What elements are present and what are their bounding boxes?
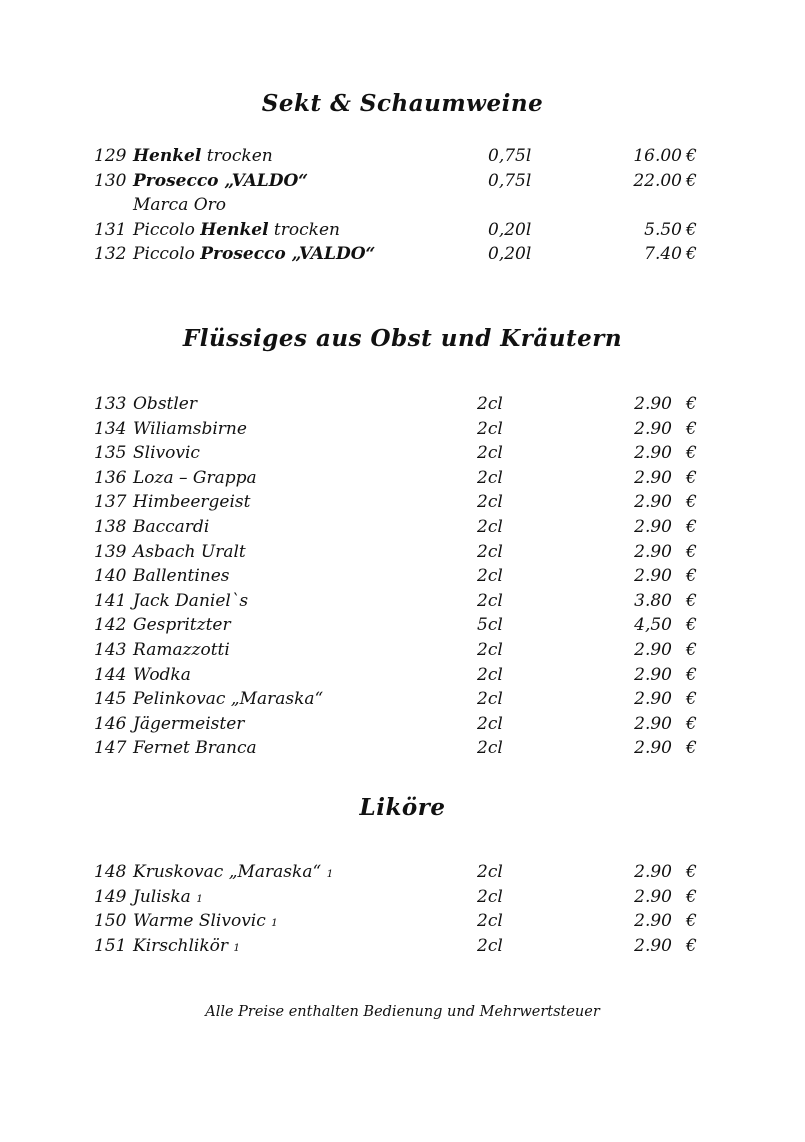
- item-name: [133, 615, 231, 635]
- item-name: [133, 244, 375, 264]
- item-name-bold-segment: Henkel: [133, 146, 202, 166]
- currency-symbol: €: [686, 541, 697, 562]
- item-name-segment: Wodka: [133, 664, 191, 685]
- item-name-segment: Warme Slivovic: [133, 911, 272, 932]
- item-name-segment: Pelinkovac „Maraska“: [133, 689, 324, 710]
- item-price: 2.90: [634, 862, 672, 882]
- item-price: 5.50: [644, 219, 682, 240]
- menu-item-row: [0, 244, 805, 269]
- item-name-segment: Slivovic: [133, 443, 200, 464]
- item-volume: 2cl: [477, 516, 503, 537]
- menu-item-row: [0, 862, 805, 887]
- section-title-likoere: Liköre: [359, 794, 446, 821]
- item-price: 2.90: [634, 418, 672, 439]
- item-number: 148: [94, 862, 127, 882]
- item-volume: 2cl: [477, 418, 503, 439]
- item-price: 16.00: [633, 146, 682, 166]
- item-name-bold-segment: Prosecco „VALDO“: [200, 244, 376, 265]
- menu-item-row: [0, 615, 805, 640]
- item-number: 134: [94, 418, 127, 439]
- item-name: [133, 887, 203, 907]
- item-price: 4,50: [634, 615, 672, 636]
- item-name: [133, 862, 333, 882]
- item-number: 151: [94, 935, 127, 956]
- item-name-segment: Fernet Branca: [133, 738, 257, 759]
- item-name-bold-segment: Henkel: [200, 219, 269, 240]
- item-volume: 2cl: [477, 566, 503, 587]
- menu-item-row: [0, 591, 805, 616]
- item-number: 129: [94, 146, 127, 166]
- currency-symbol: €: [686, 615, 697, 636]
- currency-symbol: €: [686, 394, 697, 414]
- item-number: 138: [94, 516, 127, 537]
- section-title-sekt-schaumweine: Sekt & Schaumweine: [261, 90, 544, 117]
- item-name-segment: Kirschlikör: [133, 935, 234, 956]
- currency-symbol: €: [686, 886, 697, 907]
- item-name: [133, 171, 308, 191]
- menu-item-row: [0, 146, 805, 171]
- item-footnote-marker: 1: [326, 868, 334, 880]
- item-name-segment: trocken: [268, 219, 340, 240]
- item-number: 135: [94, 443, 127, 464]
- currency-symbol: €: [686, 244, 697, 265]
- item-volume: 2cl: [477, 443, 503, 464]
- item-price: 2.90: [634, 886, 672, 907]
- item-volume: 2cl: [477, 713, 503, 734]
- item-name: [133, 566, 230, 586]
- item-name: [133, 936, 240, 956]
- item-name-segment: Piccolo: [133, 244, 201, 265]
- item-number: 133: [94, 394, 127, 414]
- item-price: 2.90: [634, 738, 672, 759]
- currency-symbol: €: [686, 146, 697, 166]
- item-number: 142: [94, 615, 127, 636]
- menu-item-row: [0, 714, 805, 739]
- menu-item-row: [0, 738, 805, 763]
- item-price: 2.90: [634, 516, 672, 537]
- item-price: 2.90: [634, 467, 672, 488]
- item-number: 141: [94, 590, 127, 611]
- menu-item-row: [0, 171, 805, 196]
- menu-item-row: [0, 517, 805, 542]
- item-volume: 0,20l: [488, 244, 532, 265]
- currency-symbol: €: [686, 689, 697, 710]
- currency-symbol: €: [686, 170, 697, 191]
- menu-item-row: [0, 394, 805, 419]
- menu-item-row: [0, 195, 805, 220]
- item-volume: 5cl: [477, 615, 503, 636]
- item-number: 130: [94, 170, 127, 191]
- item-name-segment: Ballentines: [133, 566, 230, 587]
- item-volume: 2cl: [477, 639, 503, 660]
- item-price: 2.90: [634, 639, 672, 660]
- item-price: 22.00: [633, 170, 682, 191]
- item-price: 3.80: [634, 590, 672, 611]
- item-name-segment: Juliska: [133, 886, 197, 907]
- item-price: 2.90: [634, 541, 672, 562]
- item-price: 2.90: [634, 664, 672, 685]
- item-name: [133, 665, 191, 685]
- currency-symbol: €: [686, 935, 697, 956]
- menu-item-row: [0, 443, 805, 468]
- menu-item-row: [0, 220, 805, 245]
- item-volume: 0,75l: [488, 146, 532, 166]
- item-name: [133, 468, 257, 488]
- item-number: 147: [94, 738, 127, 759]
- item-price: 7.40: [644, 244, 682, 265]
- item-name: [133, 542, 246, 562]
- item-number: 137: [94, 492, 127, 513]
- footer-note: Alle Preise enthalten Bedienung und Mehrwertsteuer: [205, 1004, 600, 1020]
- item-volume: 0,20l: [488, 219, 532, 240]
- menu-item-row: [0, 419, 805, 444]
- menu-item-row: [0, 640, 805, 665]
- item-name-segment: Kruskovac „Maraska“: [133, 862, 327, 882]
- item-number: 145: [94, 689, 127, 710]
- item-number: 149: [94, 886, 127, 907]
- menu-item-row: [0, 911, 805, 936]
- item-name-bold-segment: Prosecco „VALDO“: [133, 170, 309, 191]
- item-number: 139: [94, 541, 127, 562]
- menu-item-row: [0, 887, 805, 912]
- item-name: [133, 443, 200, 463]
- item-name: [133, 419, 247, 439]
- item-name: [133, 689, 323, 709]
- item-name: [133, 146, 273, 166]
- item-volume: 2cl: [477, 664, 503, 685]
- menu-item-row: [0, 542, 805, 567]
- item-volume: 2cl: [477, 492, 503, 513]
- item-volume: 2cl: [477, 886, 503, 907]
- item-volume: 2cl: [477, 689, 503, 710]
- currency-symbol: €: [686, 590, 697, 611]
- item-name-segment: Loza – Grappa: [133, 467, 257, 488]
- currency-symbol: €: [686, 467, 697, 488]
- menu-item-row: [0, 566, 805, 591]
- item-name-segment: Himbeergeist: [133, 492, 251, 513]
- item-name-segment: Piccolo: [133, 219, 201, 240]
- item-name-segment: Marca Oro: [133, 195, 227, 216]
- item-volume: 2cl: [477, 911, 503, 932]
- item-name: [133, 394, 197, 414]
- menu-item-row: [0, 665, 805, 690]
- menu-item-row: [0, 492, 805, 517]
- item-name: [133, 911, 278, 931]
- currency-symbol: €: [686, 738, 697, 759]
- section-items-fluessiges: [0, 394, 805, 763]
- menu-item-row: [0, 689, 805, 714]
- currency-symbol: €: [686, 443, 697, 464]
- currency-symbol: €: [686, 664, 697, 685]
- item-number: 131: [94, 219, 127, 240]
- currency-symbol: €: [686, 566, 697, 587]
- item-volume: 2cl: [477, 590, 503, 611]
- item-number: 143: [94, 639, 127, 660]
- item-number: 132: [94, 244, 127, 265]
- item-number: 136: [94, 467, 127, 488]
- item-price: 2.90: [634, 713, 672, 734]
- item-name-segment: Baccardi: [133, 516, 210, 537]
- item-volume: 2cl: [477, 541, 503, 562]
- menu-item-row: [0, 936, 805, 961]
- item-number: 150: [94, 911, 127, 932]
- item-price: 2.90: [634, 911, 672, 932]
- item-footnote-marker: 1: [196, 892, 203, 905]
- item-volume: 2cl: [477, 862, 503, 882]
- item-footnote-marker: 1: [271, 917, 278, 930]
- item-name-segment: Obstler: [133, 394, 197, 414]
- item-price: 2.90: [634, 394, 672, 414]
- item-name: [133, 714, 244, 734]
- section-title-fluessiges: Flüssiges aus Obst und Kräutern: [182, 325, 623, 352]
- item-price: 2.90: [634, 935, 672, 956]
- item-name: [133, 517, 209, 537]
- item-volume: 2cl: [477, 738, 503, 759]
- item-number: 146: [94, 713, 127, 734]
- currency-symbol: €: [686, 713, 697, 734]
- currency-symbol: €: [686, 516, 697, 537]
- currency-symbol: €: [686, 911, 697, 932]
- item-number: 140: [94, 566, 127, 587]
- item-name: [133, 591, 248, 611]
- currency-symbol: €: [686, 862, 697, 882]
- item-name: [133, 640, 230, 660]
- currency-symbol: €: [686, 492, 697, 513]
- currency-symbol: €: [686, 219, 697, 240]
- section-items-likoere: [0, 862, 805, 960]
- item-footnote-marker: 1: [233, 941, 241, 954]
- currency-symbol: €: [686, 418, 697, 439]
- section-items-sekt-schaumweine: [0, 146, 805, 269]
- item-volume: 2cl: [477, 394, 503, 414]
- item-name-segment: Asbach Uralt: [133, 541, 246, 562]
- item-volume: 0,75l: [488, 170, 532, 191]
- item-name-segment: Wiliamsbirne: [133, 418, 247, 439]
- item-name-segment: Ramazzotti: [133, 639, 230, 660]
- item-volume: 2cl: [477, 467, 503, 488]
- item-number: 144: [94, 664, 127, 685]
- item-name: [133, 492, 250, 512]
- item-name-segment: Gespritzter: [133, 615, 231, 636]
- item-price: 2.90: [634, 689, 672, 710]
- item-price: 2.90: [634, 443, 672, 464]
- item-name: [133, 738, 257, 758]
- item-name-segment: Jägermeister: [133, 713, 245, 734]
- menu-item-row: [0, 468, 805, 493]
- item-name-segment: trocken: [201, 146, 273, 166]
- item-name: [133, 195, 226, 215]
- item-name-segment: Jack Daniel`s: [133, 590, 249, 611]
- currency-symbol: €: [686, 639, 697, 660]
- item-price: 2.90: [634, 492, 672, 513]
- item-price: 2.90: [634, 566, 672, 587]
- item-name: [133, 220, 340, 240]
- item-volume: 2cl: [477, 935, 503, 956]
